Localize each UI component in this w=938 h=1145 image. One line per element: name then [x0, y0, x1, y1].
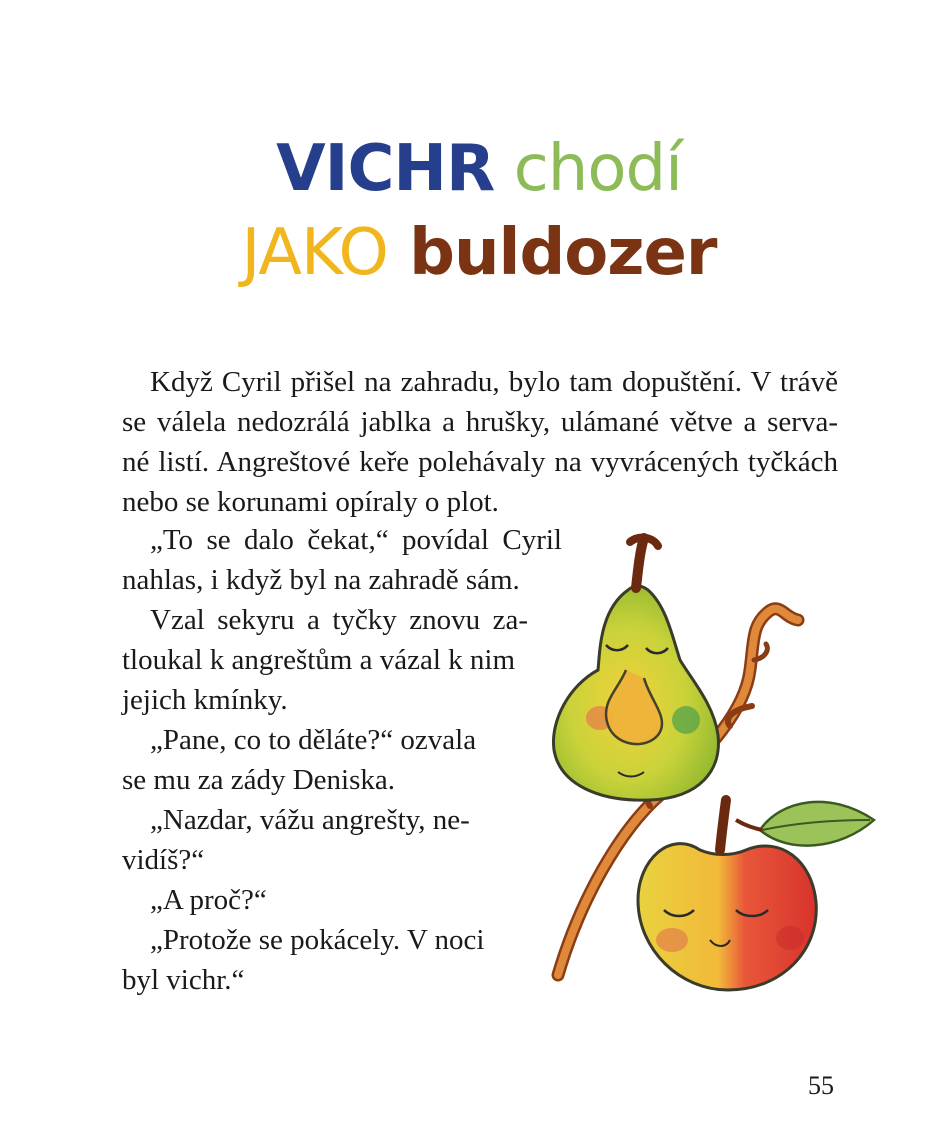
title-line-1 — [0, 128, 938, 210]
text-line: „Pane, co to děláte?“ ozvala — [150, 724, 477, 756]
text-line: se mu za zády Deniska. — [122, 764, 395, 796]
leaf-icon — [736, 802, 874, 846]
title-word-buldozer: buldozer — [387, 216, 717, 290]
text-line: „Nazdar, vážu angrešty, ne- — [150, 804, 470, 836]
text-line: Když Cyril přišel na zahradu, bylo tam dopuštění. V trávě — [150, 366, 838, 398]
title-line-2 — [0, 212, 938, 294]
title-word-chodi: chodí — [494, 132, 682, 206]
text-line: tloukal k angreštům a vázal k nim — [122, 644, 516, 676]
text-line: byl vichr.“ — [122, 964, 245, 996]
text-line: „Protože se pokácely. V noci — [150, 924, 485, 956]
text-line: Vzal sekyru a tyčky znovu za- — [150, 604, 528, 636]
text-line: vidíš?“ — [122, 844, 205, 876]
pear-icon — [553, 538, 718, 801]
page-number: 55 — [808, 1071, 834, 1100]
text-line: „A proč?“ — [150, 884, 267, 916]
text-line: se válela nedozrálá jablka a hrušky, ulámané větve a serva- — [122, 406, 838, 438]
fruit-illustration — [540, 520, 900, 1010]
fruit-illustration-svg — [540, 520, 900, 1010]
paragraph-intro — [122, 362, 838, 522]
text-line: né listí. Angreštové keře polehávaly na vyvrácených tyčkách — [122, 446, 838, 478]
text-line: jejich kmínky. — [122, 684, 288, 716]
dialogue-block — [122, 520, 562, 1000]
title-word-jako: JAKO — [241, 216, 388, 290]
text-line: „To se dalo čekat,“ povídal Cyril — [150, 524, 562, 556]
title-word-vichr: VICHR — [276, 132, 495, 206]
text-line: nebo se korunami opíraly o plot. — [122, 486, 499, 518]
text-line: nahlas, i když byl na zahradě sám. — [122, 564, 520, 596]
